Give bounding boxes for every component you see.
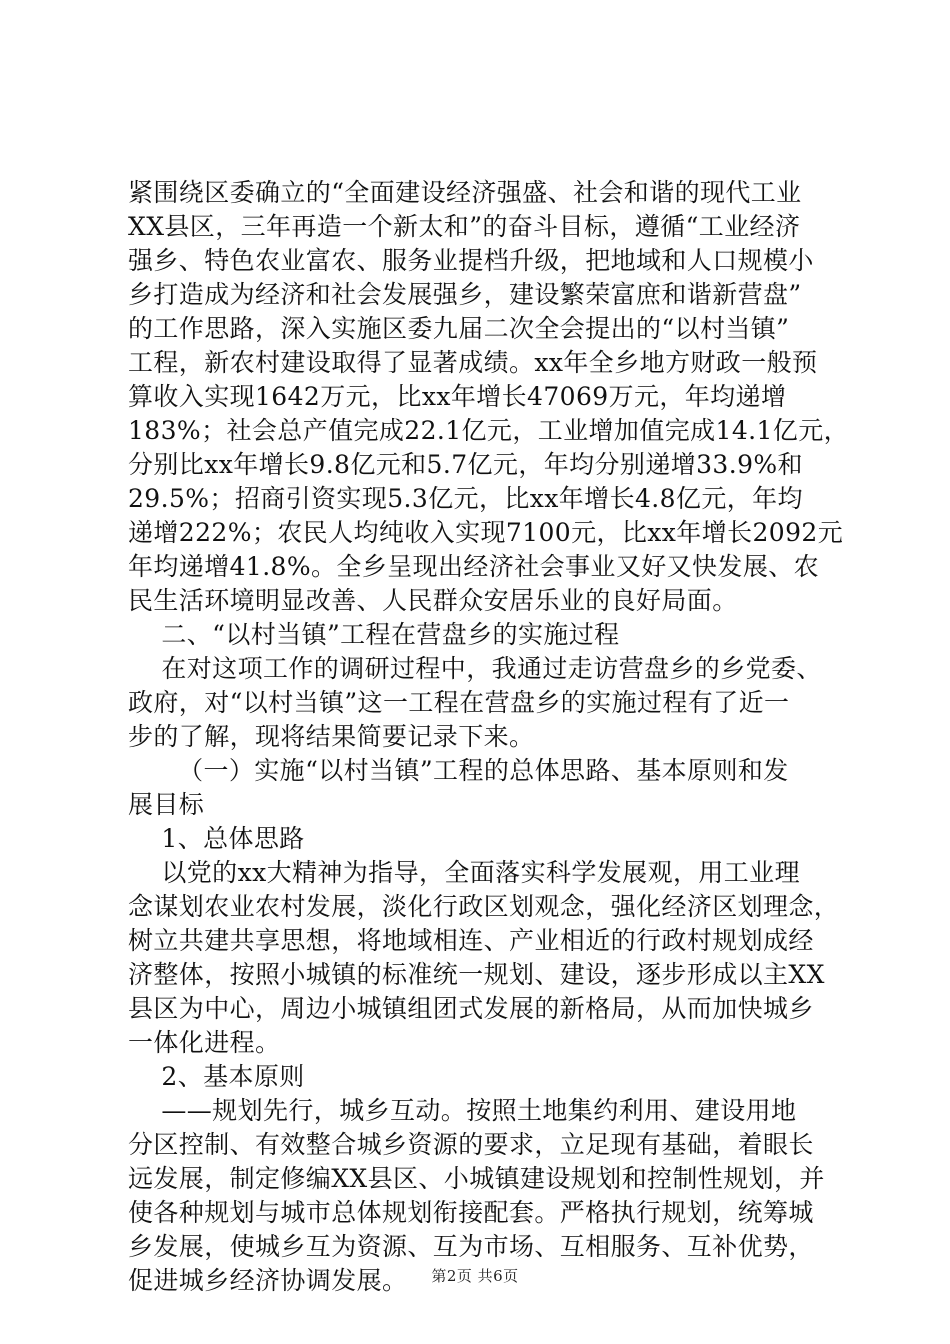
text-line: 远发展，制定修编XX县区、小城镇建设规划和控制性规划，并 bbox=[128, 1164, 825, 1193]
text-line: XX县区，三年再造一个新太和”的奋斗目标，遵循“工业经济 bbox=[128, 212, 801, 241]
text-line: 一体化进程。 bbox=[128, 1028, 281, 1057]
document-body bbox=[128, 176, 850, 1298]
text-line: 展目标 bbox=[128, 790, 205, 819]
text-line: 济整体，按照小城镇的标准统一规划、建设，逐步形成以主XX bbox=[128, 960, 825, 989]
text-line: ——规划先行，城乡互动。按照土地集约利用、建设用地 bbox=[128, 1096, 797, 1125]
page-footer: 第2页 共6页 bbox=[431, 1267, 519, 1285]
text-line: 二、“以村当镇”工程在营盘乡的实施过程 bbox=[128, 620, 620, 649]
text-line: 1、总体思路 bbox=[128, 824, 305, 853]
text-line: 县区为中心，周边小城镇组团式发展的新格局，从而加快城乡 bbox=[128, 994, 814, 1023]
text-line: 念谋划农业农村发展，淡化行政区划观念，强化经济区划理念， bbox=[128, 892, 840, 921]
text-line: 使各种规划与城市总体规划衔接配套。严格执行规划，统筹城 bbox=[128, 1198, 814, 1227]
text-line: 工程，新农村建设取得了显著成绩。xx年全乡地方财政一般预 bbox=[128, 348, 818, 377]
text-line: （一）实施“以村当镇”工程的总体思路、基本原则和发 bbox=[128, 756, 789, 785]
text-line: 递增222%；农民人均纯收入实现7100元，比xx年增长2092元 bbox=[128, 518, 844, 547]
text-line: 乡打造成为经济和社会发展强乡，建设繁荣富庶和谐新营盘” bbox=[128, 280, 802, 309]
text-line: 强乡、特色农业富农、服务业提档升级，把地域和人口规模小 bbox=[128, 246, 814, 275]
text-line: 算收入实现1642万元，比xx年增长47069万元，年均递增 bbox=[128, 382, 787, 411]
text-line: 分别比xx年增长9.8亿元和5.7亿元，年均分别递增33.9%和 bbox=[128, 450, 803, 479]
text-line: 乡发展，使城乡互为资源、互为市场、互相服务、互补优势， bbox=[128, 1232, 814, 1261]
text-line: 29.5%；招商引资实现5.3亿元，比xx年增长4.8亿元，年均 bbox=[128, 484, 803, 513]
text-line: 2、基本原则 bbox=[128, 1062, 305, 1091]
text-line: 步的了解，现将结果简要记录下来。 bbox=[128, 722, 535, 751]
text-line: 促进城乡经济协调发展。 bbox=[128, 1266, 408, 1295]
text-line: 年均递增41.8%。全乡呈现出经济社会事业又好又快发展、农 bbox=[128, 552, 820, 581]
text-line: 民生活环境明显改善、人民群众安居乐业的良好局面。 bbox=[128, 586, 738, 615]
text-line: 政府，对“以村当镇”这一工程在营盘乡的实施过程有了近一 bbox=[128, 688, 790, 717]
text-line: 在对这项工作的调研过程中，我通过走访营盘乡的乡党委、 bbox=[128, 654, 822, 683]
text-line: 分区控制、有效整合城乡资源的要求，立足现有基础，着眼长 bbox=[128, 1130, 814, 1159]
text-line: 树立共建共享思想，将地域相连、产业相近的行政村规划成经 bbox=[128, 926, 814, 955]
text-line: 紧围绕区委确立的“全面建设经济强盛、社会和谐的现代工业 bbox=[128, 178, 802, 207]
text-line: 183%；社会总产值完成22.1亿元，工业增加值完成14.1亿元， bbox=[128, 416, 850, 445]
text-line: 以党的xx大精神为指导，全面落实科学发展观，用工业理 bbox=[128, 858, 800, 887]
text-line: 的工作思路，深入实施区委九届二次全会提出的“以村当镇” bbox=[128, 314, 790, 343]
